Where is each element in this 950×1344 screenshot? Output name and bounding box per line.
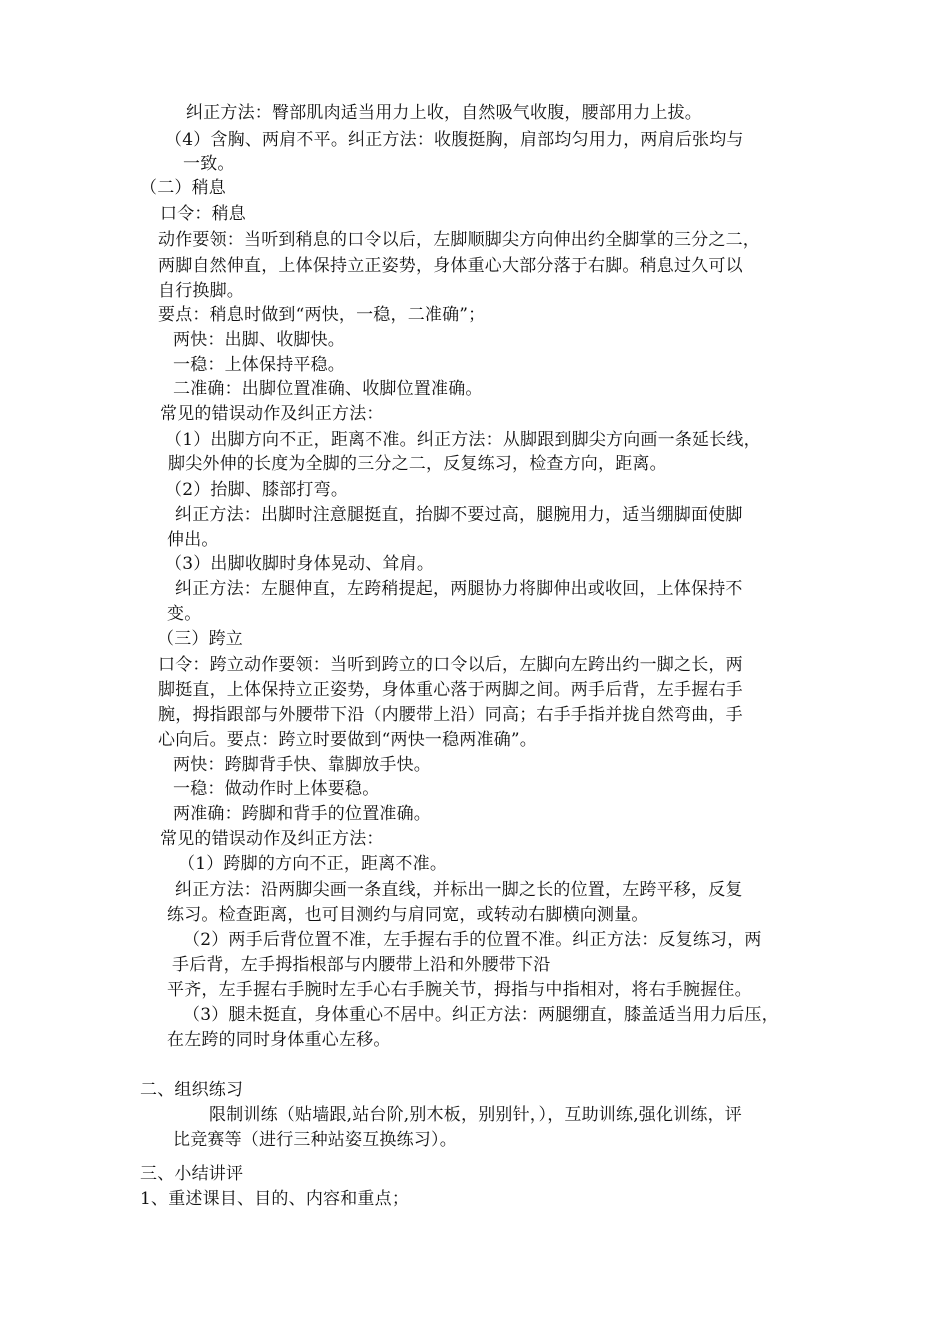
text-line: 伸出。 [167, 530, 219, 550]
text-line: 手后背，左手拇指根部与内腰带上沿和外腰带下沿 [172, 955, 551, 975]
text-line: 两快：跨脚背手快、靠脚放手快。 [173, 755, 431, 775]
text-line: 脚尖外伸的长度为全脚的三分之二，反复练习，检查方向，距离。 [168, 454, 667, 474]
section-heading: 二、组织练习 [140, 1080, 244, 1100]
text-line: 常见的错误动作及纠正方法： [160, 404, 384, 424]
text-line: 比竞赛等（进行三种站姿互换练习）。 [173, 1130, 457, 1150]
text-line: 动作要领：当听到稍息的口令以后，左脚顺脚尖方向伸出约全脚掌的三分之二， [158, 230, 760, 250]
text-line: 1、重述课目、目的、内容和重点； [140, 1189, 410, 1209]
text-line: 口令：稍息 [160, 204, 246, 224]
text-line: 口令：跨立动作要领：当听到跨立的口令以后，左脚向左跨出约一脚之长，两 [158, 655, 743, 675]
section-heading: （三）跨立 [157, 629, 243, 649]
text-line: 要点：稍息时做到“两快，一稳，二准确”； [158, 305, 486, 325]
text-line: （2）抬脚、膝部打弯。 [165, 480, 349, 500]
text-line: 常见的错误动作及纠正方法： [160, 829, 384, 849]
section-heading: （二）稍息 [140, 178, 226, 198]
text-line: 两脚自然伸直，上体保持立正姿势，身体重心大部分落于右脚。稍息过久可以 [158, 256, 743, 276]
text-line: 平齐，左手握右手腕时左手心右手腕关节，拇指与中指相对，将右手腕握住。 [167, 980, 752, 1000]
text-line: 二准确：出脚位置准确、收脚位置准确。 [173, 379, 483, 399]
text-line: 两准确：跨脚和背手的位置准确。 [173, 804, 431, 824]
text-line: 心向后。要点：跨立时要做到“两快一稳两准确”。 [158, 730, 537, 750]
text-line: 一稳：做动作时上体要稳。 [173, 779, 380, 799]
text-line: （4）含胸、两肩不平。纠正方法：收腹挺胸，肩部均匀用力，两肩后张均与 [165, 130, 744, 150]
text-line: 纠正方法：出脚时注意腿挺直，抬脚不要过高，腿腕用力，适当绷脚面使脚 [175, 505, 743, 525]
text-line: 限制训练（贴墙跟,站台阶,别木板，别别针，），互助训练,强化训练，评 [209, 1105, 743, 1125]
text-line: （2）两手后背位置不准，左手握右手的位置不准。纠正方法：反复练习，两 [183, 930, 762, 950]
section-heading: 三、小结讲评 [140, 1164, 244, 1184]
text-line: 腕，拇指跟部与外腰带下沿（内腰带上沿）同高；右手手指并拢自然弯曲，手 [158, 705, 743, 725]
text-line: 一稳：上体保持平稳。 [173, 355, 345, 375]
text-line: （3）腿未挺直，身体重心不居中。纠正方法：两腿绷直，膝盖适当用力后压， [183, 1005, 779, 1025]
text-line: 练习。检查距离，也可目测约与肩同宽，或转动右脚横向测量。 [167, 905, 649, 925]
text-line: （1）跨脚的方向不正，距离不准。 [178, 854, 448, 874]
text-line: 变。 [167, 604, 202, 624]
text-line: 两快：出脚、收脚快。 [173, 330, 345, 350]
text-line: 纠正方法：沿两脚尖画一条直线，并标出一脚之长的位置，左跨平移，反复 [175, 880, 743, 900]
text-line: （3）出脚收脚时身体晃动、耸肩。 [165, 554, 435, 574]
text-line: （1）出脚方向不正，距离不准。纠正方法：从脚跟到脚尖方向画一条延长线， [165, 430, 761, 450]
text-line: 脚挺直，上体保持立正姿势，身体重心落于两脚之间。两手后背，左手握右手 [158, 680, 743, 700]
text-line: 纠正方法：臀部肌肉适当用力上收，自然吸气收腹，腰部用力上拔。 [186, 103, 702, 123]
text-line: 纠正方法：左腿伸直，左跨稍提起，两腿协力将脚伸出或收回，上体保持不 [175, 579, 743, 599]
text-line: 一致。 [183, 154, 235, 174]
text-line: 在左跨的同时身体重心左移。 [167, 1030, 391, 1050]
text-line: 自行换脚。 [158, 281, 244, 301]
